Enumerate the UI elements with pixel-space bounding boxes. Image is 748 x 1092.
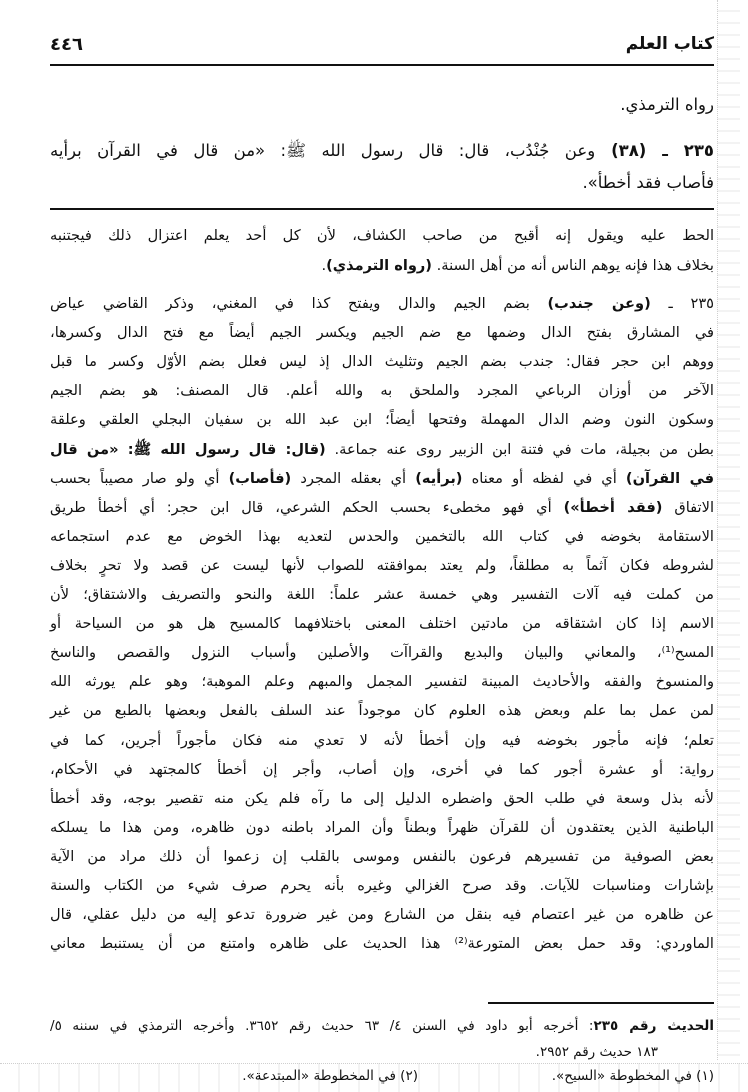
text-segment: الباطنية الذين يعتقدون أن للقرآن ظهراً وبطناً وأن المراد باطنه دون ظاهره، ومن هذا ما يسلكه	[50, 818, 714, 836]
bold-segment: ٢٣٥ ـ (٣٨)	[595, 141, 714, 160]
text-line	[50, 790, 714, 807]
text-line	[50, 615, 714, 632]
footnote-hadith-reference	[50, 1018, 714, 1034]
text-line	[50, 324, 714, 341]
text-line	[50, 732, 714, 749]
header-rule	[50, 64, 714, 66]
footnote-text: : أخرجه أبو داود في السنن ٤/ ٦٣ حديث رقم ٣٦٥٢. وأخرجه الترمذي في سننه ٥/	[50, 1018, 594, 1034]
text-line	[50, 441, 714, 462]
text-segment: لشروطه فكان آثماً به مطلقاً، ولم يعتد بموافقته للصواب لأنها ليست عن قصد ولا تحرٍ بخلاف	[50, 556, 714, 574]
text-segment: أي فهو مخطىء بحسب الحكم الشرعي، قال ابن حجر: أي أخطأ طريق	[50, 498, 564, 516]
text-segment: رواه الترمذي.	[620, 95, 714, 114]
footnote-rule	[488, 1002, 714, 1004]
text-line	[50, 877, 714, 894]
text-segment: الحط عليه ويقول إنه أقبح من صاحب الكشاف، لأن كل أحد يعلم اعتزال ذلك فيجتنبه	[50, 227, 714, 244]
footnote-1-text: (١) في المخطوطة «السيح».	[551, 1068, 714, 1084]
text-segment: الاسم إذا كان اشتقاقه من مادتين اختلف المعنى باختلافهما كالمسيح هل هو من السياحة أو	[50, 615, 714, 633]
text-segment: .	[321, 257, 327, 274]
bold-segment: في القرآن)	[625, 469, 714, 487]
text-segment: عن ظاهره من غير اعتصام فيه بنقل من الشارع ومن غير ضرورة تدعو إليه من دليل عقلي، قال	[50, 906, 714, 924]
text-segment: لأنه بذل وسعة في طلب الحق واضطره الدليل إلى ما رآه فلم يكن منه تقصير بوجه، وقد أخطأ	[50, 789, 714, 807]
hadith-divider	[50, 208, 714, 210]
text-segment: الاستقامة بخوضه في كتاب الله بالتخمين والحدس لتعديه بهذا الخوض مع عدم استجماعه	[50, 527, 714, 545]
text-line	[50, 819, 714, 836]
text-line	[50, 173, 714, 192]
footnote-label: الحديث رقم ٢٣٥	[593, 1018, 714, 1034]
text-line	[50, 702, 714, 719]
text-segment: بإشارات ومناسبات للآيات. وقد صرح الغزالي وغيره بأنه يحرم صرف شيء من الكتاب والسنة	[50, 877, 714, 894]
bold-segment: (قال: قال رسول الله ﷺ: «من قال	[50, 440, 326, 458]
text-segment: أي في لفظه أو معناه	[462, 469, 626, 487]
bold-segment: (وعن جندب)	[547, 295, 651, 312]
text-segment: بضم الجيم والدال ويفتح كذا في المغني، وذكر القاضي عياض	[50, 295, 548, 312]
text-segment: أي ولو صار مصيباً بحسب	[50, 469, 229, 487]
text-segment: لمن عمل بما علم وبعض هذه العلوم كان موجوداً عند السلف بالفعل وبعضها بالطبع من غير	[50, 702, 714, 720]
text-segment: الماوردي: وقد حمل بعض المتورعة⁽²⁾ هذا الحديث على ظاهره وامتنع من أن يستنبط معاني	[50, 935, 714, 953]
text-segment: الاتفاق	[662, 498, 714, 516]
text-segment: أي بعقله المجرد	[291, 469, 416, 487]
text-segment: ٢٣٥ ـ	[650, 295, 714, 312]
text-segment: المسح⁽¹⁾، والمعاني والبيان والبديع والقراآت والأصلين وأسباب النزول والقصص والناسخ	[50, 644, 714, 662]
text-line	[50, 257, 714, 274]
text-segment: والمنسوخ والفقه والأحاديث المبينة لتفسير المجمل والمبهم وعلم الموهبة؛ وهو علم يورثه الله	[50, 673, 714, 691]
footnote-2-text: (٢) في المخطوطة «المبتدعة».	[242, 1068, 418, 1084]
text-line	[50, 499, 714, 516]
text-line	[50, 95, 714, 114]
text-line	[50, 557, 714, 574]
bold-segment: (فقد أخطأ»)	[563, 498, 663, 516]
text-line	[50, 382, 714, 399]
page-border-decoration	[717, 0, 740, 1060]
text-line	[50, 935, 714, 952]
text-line	[50, 644, 714, 661]
text-line	[50, 353, 714, 370]
footnote-2	[50, 1068, 418, 1084]
text-segment: بعض الصوفية من تفسيرهم فرعون بالنفس وموسى بالقلب إن زعموا أن ذلك مراد من الآية	[50, 847, 714, 865]
text-segment: تعلم؛ فإنه مأجور بخوضه فيه وإن أخطأ لأنه لا تعدي منه فكان مأجوراً أجرين، كما في	[50, 731, 714, 749]
text-segment: الآخر من أوزان الرباعي المجرد والملحق به والله أعلم. قال المصنف: هو بضم الجيم	[50, 382, 714, 400]
footnote-hadith-reference-cont: ١٨٣ حديث رقم ٢٩٥٢.	[535, 1044, 658, 1060]
text-segment: ووهم ابن حجر فقال: جندب بضم الجيم وتثليث الدال إذ ليس فعلل بضم الأوّل وكسر ما قبل	[50, 353, 714, 371]
running-header	[50, 30, 714, 64]
text-segment: بطن من بجيلة، مات في فتنة ابن الزبير روى عنه جماعة.	[325, 440, 714, 458]
text-segment: رواية: أو عشرة أجور كما في أخرى، وإن أصاب، وأجر إن أخطأ كالمجتهد في الأحكام،	[50, 760, 714, 778]
text-segment: فأصاب فقد أخطأ».	[582, 173, 714, 192]
bold-segment: (فأصاب)	[228, 469, 292, 487]
text-segment: بخلاف هذا فإنه يوهم الناس أنه من أهل السنة.	[431, 257, 714, 274]
text-line	[50, 227, 714, 244]
text-line	[50, 673, 714, 690]
text-line	[50, 761, 714, 778]
text-segment: من كملت فيه آلات التفسير وهي خمسة عشر علماً: اللغة والنحو والتصريف والاشتقاق؛ لأن	[50, 586, 714, 603]
text-line	[50, 906, 714, 923]
bold-segment: (برأيه)	[415, 469, 463, 487]
text-segment: وعن جُنْدُب، قال: قال رسول الله ﷺ: «من قال في القرآن برأيه	[50, 141, 596, 160]
text-line	[50, 411, 714, 428]
bold-segment: (رواه الترمذي)	[326, 257, 432, 274]
text-segment: وسكون النون وضم الدال المهملة وفتحها أيضاً؛ ابن عبد الله بن سفيان البجلي العلقي وعلقة	[50, 411, 714, 429]
text-line	[50, 470, 714, 487]
page-number: ٤٤٦	[50, 34, 83, 55]
text-line	[50, 295, 714, 312]
text-line	[50, 141, 714, 165]
text-line	[50, 528, 714, 545]
text-segment: في المشارق بفتح الدال وضمها مع ضم الجيم ويكسر الجيم أيضاً مع فتح الدال وكسرها،	[50, 324, 714, 342]
text-line	[50, 586, 714, 603]
book-title: كتاب العلم	[625, 34, 714, 54]
text-line	[50, 848, 714, 865]
